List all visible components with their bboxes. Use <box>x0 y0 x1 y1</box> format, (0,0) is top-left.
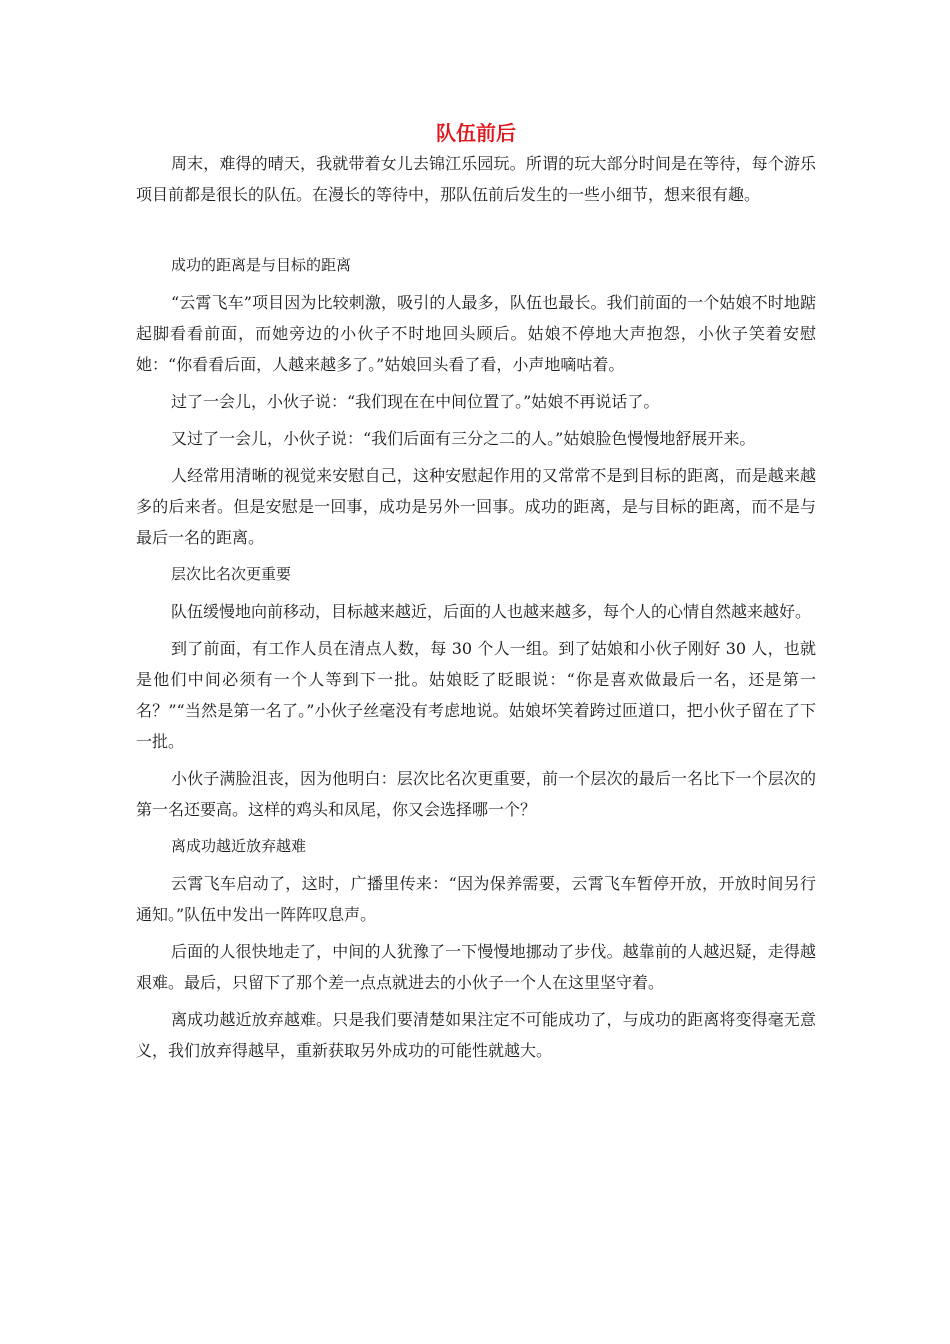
section3-paragraph-3: 离成功越近放弃越难。只是我们要清楚如果注定不可能成功了，与成功的距离将变得毫无意义，我们放弃得越早，重新获取另外成功的可能性就越大。 <box>136 1010 816 1060</box>
section1-paragraph-3: 又过了一会儿，小伙子说：“我们后面有三分之二的人。”姑娘脸色慢慢地舒展开来。 <box>171 429 756 448</box>
document-page <box>136 118 816 1066</box>
document-title: 队伍前后 <box>436 121 516 145</box>
section-spacer <box>136 210 816 250</box>
section-heading-2: 层次比名次更重要 <box>171 565 292 583</box>
section2-paragraph-2: 到了前面，有工作人员在清点人数，每 30 个人一组。到了姑娘和小伙子刚好 30 人，也就是他们中间必须有一个人等到下一批。姑娘眨了眨眼说：“你是喜欢做最后一名，还是第一名？”“当然是第一名了。”小伙子丝毫没有考虑地说。姑娘坏笑着跨过匝道口，把小伙子留在了下一批。 <box>136 639 816 751</box>
section1-paragraph-2: 过了一会儿，小伙子说：“我们现在在中间位置了。”姑娘不再说话了。 <box>171 392 660 411</box>
section1-paragraph-1: “云霄飞车”项目因为比较刺激，吸引的人最多，队伍也最长。我们前面的一个姑娘不时地踮起脚看看前面，而她旁边的小伙子不时地回头顾后。姑娘不停地大声抱怨，小伙子笑着安慰她：“你看看后面，人越来越多了。”姑娘回头看了看，小声地嘀咕着。 <box>136 293 816 374</box>
section-heading-3: 离成功越近放弃越难 <box>171 837 307 855</box>
section1-paragraph-4: 人经常用清晰的视觉来安慰自己，这种安慰起作用的又常常不是到目标的距离，而是越来越多的后来者。但是安慰是一回事，成功是另外一回事。成功的距离，是与目标的距离，而不是与最后一名的距离。 <box>136 466 816 547</box>
section-heading-1: 成功的距离是与目标的距离 <box>171 256 352 274</box>
section2-paragraph-3: 小伙子满脸沮丧，因为他明白：层次比名次更重要，前一个层次的最后一名比下一个层次的第一名还要高。这样的鸡头和凤尾，你又会选择哪一个？ <box>136 769 816 819</box>
section3-paragraph-2: 后面的人很快地走了，中间的人犹豫了一下慢慢地挪动了步伐。越靠前的人越迟疑，走得越艰难。最后，只留下了那个差一点点就进去的小伙子一个人在这里坚守着。 <box>136 942 816 992</box>
section2-paragraph-1: 队伍缓慢地向前移动，目标越来越近，后面的人也越来越多，每个人的心情自然越来越好。 <box>171 602 812 621</box>
intro-paragraph: 周末，难得的晴天，我就带着女儿去锦江乐园玩。所谓的玩大部分时间是在等待，每个游乐项目前都是很长的队伍。在漫长的等待中，那队伍前后发生的一些小细节，想来很有趣。 <box>136 154 816 204</box>
section3-paragraph-1: 云霄飞车启动了，这时，广播里传来：“因为保养需要，云霄飞车暂停开放，开放时间另行通知。”队伍中发出一阵阵叹息声。 <box>136 874 816 924</box>
